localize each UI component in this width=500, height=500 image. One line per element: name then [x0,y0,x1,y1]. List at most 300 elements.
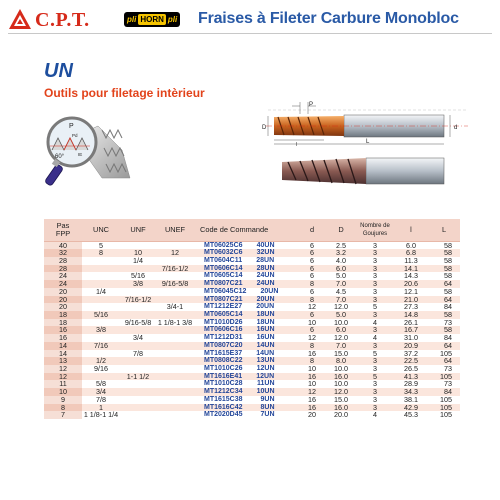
cell-unf: 3/8 [120,280,156,288]
cell-overall-length: 73 [428,365,460,373]
cell-cut-D: 7.0 [326,296,356,304]
cell-pitch: 7 [44,411,82,419]
cell-flutes: 3 [356,288,394,296]
column-header-order-code: Code de Commande [194,219,298,241]
cell-order-code [194,365,298,373]
cell-unc [82,265,120,273]
cell-flutes: 3 [356,257,394,265]
cell-unc: 9/16 [82,365,120,373]
cell-unef [156,411,194,419]
cell-unef [156,350,194,358]
cell-unc: 1 [82,404,120,412]
thread-designation: 20UN [256,295,275,303]
cell-flutes: 5 [356,303,394,311]
order-code: MT0604C11 [204,256,243,264]
cell-shank-d: 6 [298,265,326,273]
table-row [44,265,460,273]
cell-order-code [194,334,298,342]
cell-shank-d: 8 [298,342,326,350]
cpt-logo-icon [8,8,32,30]
cell-pitch: 16 [44,326,82,334]
cell-pitch: 18 [44,319,82,327]
table-row [44,272,460,280]
thread-designation: 13UN [256,357,275,365]
cell-pitch: 40 [44,241,82,249]
cell-shank-d: 6 [298,288,326,296]
cell-cut-D: 6.0 [326,265,356,273]
table-row [44,241,460,249]
cell-cut-D: 20.0 [326,411,356,419]
cell-unc [82,296,120,304]
cell-overall-length: 105 [428,396,460,404]
order-code: MT0808C22 [204,357,243,365]
cell-order-code [194,265,298,273]
cell-overall-length: 105 [428,373,460,381]
cell-cut-D: 4.0 [326,257,356,265]
cell-order-code [194,296,298,304]
cell-pitch: 18 [44,311,82,319]
order-code: MT06045C12 [204,287,247,295]
cell-unf [120,411,156,419]
label-pd: Pd [72,133,78,138]
cell-cut-D: 12.0 [326,334,356,342]
cell-unef: 1 1/8-1 3/8 [157,317,193,327]
cell-flutes: 3 [356,388,394,396]
cell-cut-length: 14.8 [394,311,428,319]
cell-cut-D: 7.0 [326,342,356,350]
cell-overall-length: 105 [428,411,460,419]
table-row [44,249,460,257]
cell-overall-length: 105 [428,404,460,412]
cell-shank-d: 12 [298,334,326,342]
cell-cut-D: 3.2 [326,249,356,257]
horn-logo [124,12,180,27]
column-header-pitch: Pas FPP [44,219,82,241]
cell-overall-length: 58 [428,288,460,296]
order-code: MT1616E41 [204,372,243,380]
order-code: MT1010C26 [204,365,243,372]
cell-overall-length: 58 [428,249,460,257]
cell-overall-length: 58 [428,241,460,249]
cell-flutes: 3 [356,241,394,249]
table-row [44,342,460,350]
horn-logo-suffix: pli [167,15,178,24]
cell-pitch: 10 [44,388,82,396]
cell-shank-d: 16 [298,350,326,358]
cell-cut-length: 12.1 [394,288,428,296]
thread-designation: 20UN [260,287,279,295]
thread-designation: 18UN [256,310,275,318]
thread-designation: 28UN [256,264,275,272]
order-code: MT06025C6 [204,241,243,249]
order-code: MT1010C28 [204,380,243,388]
label-pitch: P [69,123,74,130]
cell-cut-D: 6.0 [326,326,356,334]
table-row [44,319,460,327]
cell-pitch: 8 [44,404,82,412]
thread-designation: 7UN [260,411,275,419]
cell-unef [156,388,194,396]
cell-shank-d: 8 [298,296,326,304]
cell-cut-D: 16.0 [326,373,356,381]
cell-shank-d: 10 [298,380,326,388]
cell-unc: 7/16 [82,342,120,350]
cell-cut-length: 38.1 [394,396,428,404]
cell-unef [156,357,194,365]
cell-flutes: 3 [356,311,394,319]
horn-logo-prefix: pli [127,15,137,24]
cell-unc: 1/2 [82,357,120,365]
cell-flutes: 3 [356,342,394,350]
cell-overall-length: 58 [428,265,460,273]
cell-cut-D: 5.0 [326,311,356,319]
table-row [44,257,460,265]
order-code: MT0606C16 [204,326,243,334]
thread-designation: 32UN [256,249,275,257]
cell-flutes: 3 [356,380,394,388]
cell-flutes: 5 [356,350,394,358]
cell-unc: 1 1/8-1 1/4 [83,410,119,420]
label-ie: IE [78,152,83,157]
header-divider [8,33,492,34]
cell-unf [120,404,156,412]
cell-cut-length: 26.5 [394,365,428,373]
cell-cut-D: 12.0 [326,388,356,396]
cell-shank-d: 10 [298,319,326,327]
label-shank-d: d [454,125,458,131]
cell-order-code [194,396,298,404]
table-row [44,388,460,396]
cell-flutes: 3 [356,296,394,304]
cell-cut-D: 2.5 [326,241,356,249]
order-code: MT1212C34 [204,388,243,396]
cell-pitch: 9 [44,396,82,404]
cell-cut-length: 20.9 [394,342,428,350]
cell-cut-length: 28.9 [394,380,428,388]
thread-designation: 24UN [256,280,275,288]
cell-order-code [194,380,298,388]
cell-unef [156,326,194,334]
cell-overall-length: 73 [428,319,460,327]
tool-dimension-drawing [262,100,472,190]
cell-order-code [194,404,298,412]
table-row [44,288,460,296]
cell-cut-length: 42.9 [394,404,428,412]
cell-cut-length: 14.3 [394,272,428,280]
label-overall-L: L [366,139,370,145]
cell-overall-length: 58 [428,311,460,319]
cell-cut-length: 6.0 [394,241,428,249]
table-row [44,311,460,319]
cell-shank-d: 16 [298,396,326,404]
cell-cut-D: 8.0 [326,357,356,365]
cell-order-code [194,319,298,327]
cell-cut-length: 22.5 [394,357,428,365]
column-header-flutes: Nombre de Goujures [356,219,394,241]
cell-unef: 9/16-5/8 [156,280,194,288]
cell-cut-length: 14.1 [394,265,428,273]
order-code: MT0605C14 [204,310,243,318]
order-code: MT1615E37 [204,349,243,357]
cell-unef [156,373,194,381]
cell-order-code [194,280,298,288]
cell-unef [156,288,194,296]
order-code: MT1212D31 [204,334,243,342]
table-row [44,296,460,304]
cell-overall-length: 64 [428,296,460,304]
cell-flutes: 3 [356,265,394,273]
cell-cut-D: 12.0 [326,303,356,311]
cell-shank-d: 8 [298,357,326,365]
thread-designation: 40UN [256,241,275,249]
thread-designation: 12UN [256,372,275,380]
table-row [44,350,460,358]
cell-cut-length: 41.3 [394,373,428,381]
cell-pitch: 11 [44,380,82,388]
cell-cut-length: 26.1 [394,319,428,327]
cell-order-code [194,241,298,249]
cell-unc: 3/4 [82,388,120,396]
cell-pitch: 20 [44,296,82,304]
tool-specification-table [44,219,460,419]
cell-unf [120,388,156,396]
table-body [44,241,460,419]
cell-cut-length: 6.8 [394,249,428,257]
cell-shank-d: 16 [298,404,326,412]
cell-unf [120,396,156,404]
cell-pitch: 32 [44,249,82,257]
cell-unf [120,357,156,365]
cell-order-code [194,272,298,280]
thread-designation: 14UN [256,349,275,357]
order-code: MT1010D26 [204,318,243,326]
cell-unf: 10 [120,249,156,257]
cell-shank-d: 12 [298,303,326,311]
label-cut-length: l [296,142,298,148]
cell-pitch: 12 [44,365,82,373]
cell-flutes: 3 [356,365,394,373]
cell-order-code [194,342,298,350]
cell-pitch: 14 [44,342,82,350]
cell-pitch: 24 [44,280,82,288]
cell-order-code [194,411,298,419]
thread-designation: 20UN [256,303,275,311]
cell-unef [156,342,194,350]
cell-flutes: 3 [356,249,394,257]
order-code: MT0807C21 [204,280,243,288]
cell-unef: 3/4-1 [156,303,194,311]
series-title: UN [44,60,73,82]
cell-flutes: 3 [356,396,394,404]
cell-overall-length: 58 [428,257,460,265]
cell-unf: 1-1 1/2 [120,373,156,381]
cell-order-code [194,357,298,365]
cell-cut-D: 10.0 [326,365,356,373]
cell-unc: 7/8 [82,396,120,404]
cell-cut-length: 27.3 [394,303,428,311]
cell-shank-d: 6 [298,249,326,257]
thread-designation: 14UN [256,341,275,349]
cell-shank-d: 6 [298,272,326,280]
cell-shank-d: 20 [298,411,326,419]
cell-unef [156,396,194,404]
table-row [44,396,460,404]
cell-unf: 5/16 [120,272,156,280]
cell-cut-D: 5.0 [326,272,356,280]
cell-unf: 3/4 [120,334,156,342]
cell-flutes: 3 [356,272,394,280]
cell-cut-length: 16.7 [394,326,428,334]
cell-shank-d: 8 [298,280,326,288]
cell-order-code [194,388,298,396]
cell-cut-length: 31.0 [394,334,428,342]
table-row [44,411,460,419]
cell-pitch: 28 [44,265,82,273]
horn-logo-name: HORN [140,15,164,24]
thread-designation: 12UN [256,365,275,372]
cell-cut-length: 45.3 [394,411,428,419]
brand-name: C.P.T. [35,9,90,31]
cell-pitch: 24 [44,272,82,280]
table-row [44,380,460,388]
cell-unc: 5 [82,241,120,249]
cell-order-code [194,303,298,311]
column-header-shank-d: d [298,219,326,241]
cell-unc: 5/8 [82,380,120,388]
tool-specification-table-container [44,219,460,419]
cell-flutes: 3 [356,357,394,365]
cell-unf [120,303,156,311]
cell-pitch: 13 [44,357,82,365]
cell-overall-length: 84 [428,303,460,311]
cell-overall-length: 64 [428,280,460,288]
cell-overall-length: 64 [428,357,460,365]
thread-designation: 10UN [256,388,275,396]
cell-overall-length: 58 [428,272,460,280]
cell-pitch: 12 [44,373,82,381]
document-title: Fraises à Fileter Carbure Monobloc [198,10,459,27]
column-header-cut-length: l [394,219,428,241]
cell-cut-D: 15.0 [326,396,356,404]
thread-designation: 16UN [256,334,275,342]
cell-cut-length: 37.2 [394,350,428,358]
cell-flutes: 3 [356,326,394,334]
cell-unef: 12 [156,249,194,257]
cell-order-code [194,249,298,257]
table-row [44,373,460,381]
cell-unc: 3/8 [82,326,120,334]
cell-order-code [194,326,298,334]
cell-shank-d: 16 [298,373,326,381]
label-flank-angle: 60° [55,154,65,160]
cell-unc: 1/4 [82,288,120,296]
cell-shank-d: 6 [298,326,326,334]
thread-designation: 8UN [260,403,275,411]
cell-pitch: 20 [44,288,82,296]
cell-shank-d: 6 [298,241,326,249]
thread-profile-magnifier-illustration [42,108,132,196]
cell-shank-d: 10 [298,365,326,373]
cell-pitch: 16 [44,334,82,342]
order-code: MT0605C14 [204,272,243,280]
cell-overall-length: 58 [428,326,460,334]
cell-unf: 1/4 [120,257,156,265]
column-header-unf: UNF [120,219,156,241]
cell-cut-D: 4.5 [326,288,356,296]
order-code: MT0807C20 [204,341,243,349]
thread-designation: 28UN [256,256,275,264]
cell-cut-length: 21.0 [394,296,428,304]
cell-order-code [194,311,298,319]
cell-overall-length: 84 [428,388,460,396]
column-header-unc: UNC [82,219,120,241]
order-code: MT1615C38 [204,395,243,403]
order-code: MT0606C14 [204,264,243,272]
cell-unef: 7/16-1/2 [156,265,194,273]
column-header-overall-length: L [428,219,460,241]
thread-designation: 18UN [256,318,275,326]
cell-cut-length: 11.3 [394,257,428,265]
cell-flutes: 3 [356,404,394,412]
label-cut-D: D [262,125,267,131]
cell-unef [156,404,194,412]
cell-flutes: 4 [356,411,394,419]
cell-unc: 8 [82,249,120,257]
cell-cut-length: 20.6 [394,280,428,288]
cell-unf: 7/16-1/2 [120,296,156,304]
cell-flutes: 5 [356,373,394,381]
cell-unef [156,365,194,373]
cell-flutes: 4 [356,334,394,342]
cell-order-code [194,350,298,358]
table-row [44,365,460,373]
cell-flutes: 4 [356,319,394,327]
cell-shank-d: 12 [298,388,326,396]
cell-overall-length: 73 [428,380,460,388]
cell-unc [82,272,120,280]
cell-order-code [194,288,298,296]
cell-pitch: 28 [44,257,82,265]
column-header-unef: UNEF [156,219,194,241]
cell-pitch: 14 [44,350,82,358]
cell-unf: 7/8 [120,350,156,358]
page-header [0,0,500,40]
cell-flutes: 3 [356,280,394,288]
order-code: MT0807C21 [204,295,243,303]
cell-shank-d: 6 [298,311,326,319]
cell-overall-length: 105 [428,350,460,358]
cell-unef [156,380,194,388]
thread-designation: 24UN [256,272,275,280]
cell-cut-D: 10.0 [326,319,356,327]
order-code: MT2020D45 [204,411,243,419]
cell-unc [82,257,120,265]
cell-cut-D: 10.0 [326,380,356,388]
cell-unf: 9/16-5/8 [120,319,156,327]
cell-cut-length: 34.3 [394,388,428,396]
cell-cut-D: 7.0 [326,280,356,288]
table-header-row [44,219,460,241]
cell-overall-length: 64 [428,342,460,350]
cell-order-code [194,257,298,265]
cell-order-code [194,373,298,381]
cell-cut-D: 16.0 [326,404,356,412]
cell-unef [156,334,194,342]
table-row [44,280,460,288]
order-code: MT1212E27 [204,303,243,311]
cell-unc: 5/16 [82,311,120,319]
cell-overall-length: 84 [428,334,460,342]
